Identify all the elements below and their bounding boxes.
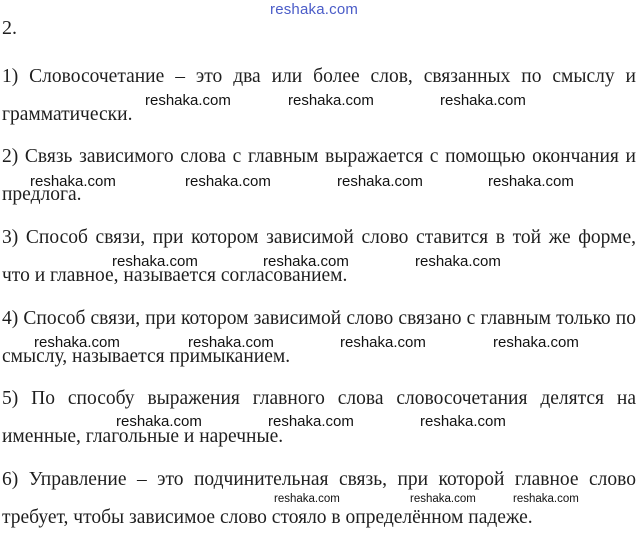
paragraph-4: 4) Способ связи, при котором зависимой слово связано с главным только по смыслу, называется примыканием. <box>2 308 636 367</box>
watermark-text: reshaka.com <box>185 173 271 190</box>
watermark-text: reshaka.com <box>410 493 476 505</box>
watermark-text: reshaka.com <box>145 92 231 109</box>
watermark-text: reshaka.com <box>116 413 202 430</box>
watermark-text: reshaka.com <box>188 334 274 351</box>
paragraph-1: 1) Словосочетание – это два или более слов, связанных по смыслу и грамматически. <box>2 66 636 125</box>
watermark-text: reshaka.com <box>34 334 120 351</box>
watermark-text: reshaka.com <box>337 173 423 190</box>
watermark-text: reshaka.com <box>268 413 354 430</box>
watermark-text: reshaka.com <box>493 334 579 351</box>
watermark-text: reshaka.com <box>513 493 579 505</box>
exercise-number: 2. <box>2 17 17 39</box>
paragraph-2: 2) Связь зависимого слова с главным выражается с помощью окончания и предлога. <box>2 146 636 205</box>
watermark-text: reshaka.com <box>340 334 426 351</box>
paragraph-5: 5) По способу выражения главного слова словосочетания делятся на именные, глагольные и наречные. <box>2 388 636 447</box>
site-watermark-header: reshaka.com <box>270 1 359 18</box>
paragraph-3: 3) Способ связи, при котором зависимой слово ставится в той же форме, что и главное, называется согласованием. <box>2 227 636 286</box>
watermark-text: reshaka.com <box>415 253 501 270</box>
paragraph-6: 6) Управление – это подчинительная связь, при которой главное слово требует, чтобы зависимое слово стояло в определённом падеже. <box>2 469 636 528</box>
watermark-text: reshaka.com <box>263 253 349 270</box>
watermark-text: reshaka.com <box>112 253 198 270</box>
watermark-text: reshaka.com <box>30 173 116 190</box>
watermark-text: reshaka.com <box>488 173 574 190</box>
watermark-text: reshaka.com <box>420 413 506 430</box>
watermark-text: reshaka.com <box>440 92 526 109</box>
watermark-text: reshaka.com <box>274 493 340 505</box>
watermark-text: reshaka.com <box>288 92 374 109</box>
